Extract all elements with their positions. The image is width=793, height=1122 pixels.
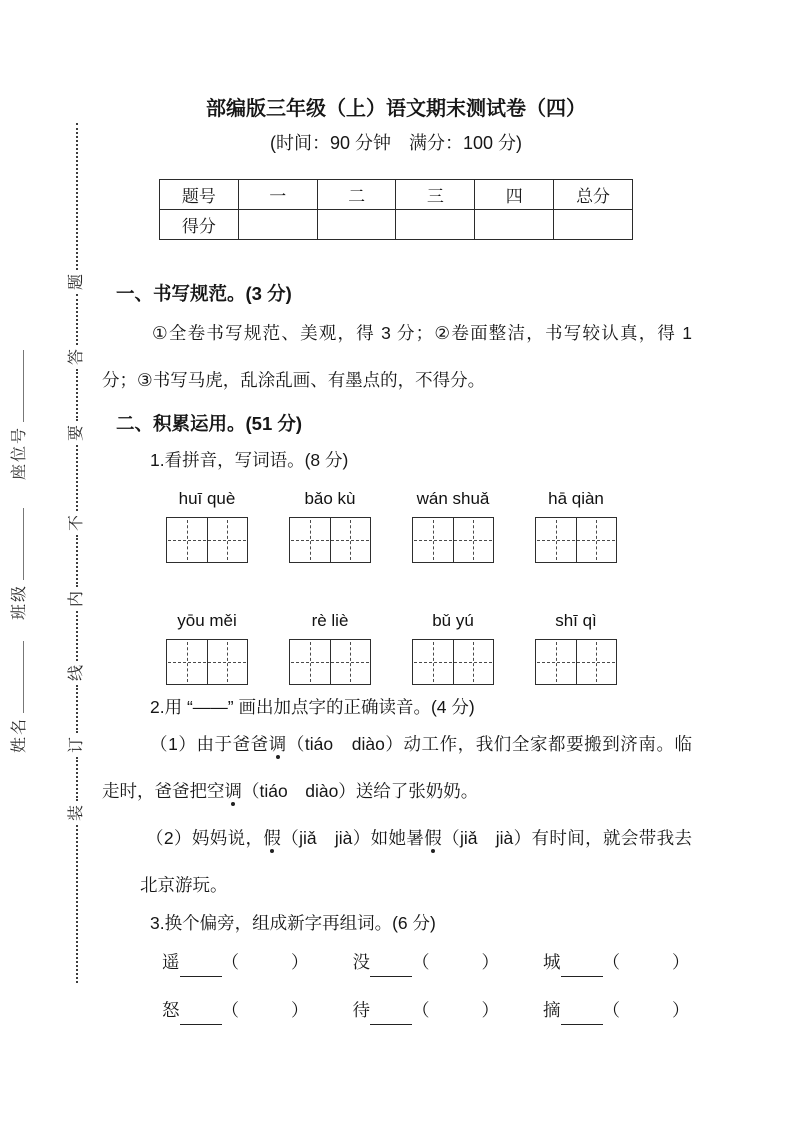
source-char: 摘 — [543, 1000, 561, 1020]
seat-number-text: 座位号 — [11, 425, 28, 480]
grid-cell — [413, 640, 454, 684]
writing-grid — [535, 639, 617, 685]
writing-grid — [166, 639, 248, 685]
question2-item1 — [102, 721, 692, 815]
emphasized-char: 调 — [268, 734, 287, 754]
binding-char: 不 — [68, 515, 86, 532]
paren-close: ） — [481, 1000, 499, 1020]
answer-blank — [561, 1002, 603, 1025]
source-char: 待 — [352, 1000, 370, 1020]
pinyin-group — [289, 486, 371, 563]
emphasized-char: 假 — [424, 828, 443, 848]
score-empty-cell — [238, 210, 317, 240]
exam-content — [100, 96, 692, 1025]
pinyin-word: huī què — [178, 489, 236, 508]
pinyin-word: wán shuǎ — [416, 489, 490, 508]
binding-char: 装 — [68, 804, 86, 821]
answer-blank — [561, 954, 603, 977]
pinyin-group — [535, 608, 617, 685]
binding-dotted-segment — [76, 685, 78, 732]
section1-heading: 一、书写规范。(3 分) — [116, 283, 292, 304]
binding-char: 订 — [68, 736, 86, 753]
answer-blank — [370, 954, 412, 977]
answer-blank — [180, 1002, 222, 1025]
pinyin-word: yōu měi — [177, 611, 237, 630]
text-segment: （jiǎ jià）如她暑 — [281, 828, 425, 848]
pinyin-word: bǎo kù — [304, 489, 356, 508]
paren-open: （ — [221, 1000, 239, 1020]
student-name-text: 姓名 — [11, 716, 28, 753]
grid-cell — [536, 518, 577, 562]
grid-cell — [167, 518, 208, 562]
radical-change-item — [162, 947, 309, 977]
emphasized-char: 调 — [224, 781, 242, 801]
seat-number-blank — [8, 350, 24, 422]
binding-char: 要 — [68, 424, 86, 441]
score-header-cell: 二 — [317, 180, 396, 210]
source-char: 遥 — [162, 952, 180, 972]
grid-cell — [331, 518, 371, 562]
score-empty-cell — [317, 210, 396, 240]
grid-cell — [290, 640, 331, 684]
class-blank — [8, 508, 24, 580]
student-name-label — [8, 641, 30, 753]
grid-cell — [536, 640, 577, 684]
class-label — [8, 508, 30, 620]
writing-grid — [166, 517, 248, 563]
paren-close: ） — [481, 952, 499, 972]
grid-cell — [331, 640, 371, 684]
grid-cell — [454, 640, 494, 684]
score-header-cell: 三 — [396, 180, 475, 210]
pinyin-group — [412, 608, 494, 685]
grid-cell — [167, 640, 208, 684]
binding-dotted-segment — [76, 757, 78, 801]
writing-grid — [412, 639, 494, 685]
student-name-blank — [8, 641, 24, 713]
binding-dotted-segment — [76, 535, 78, 587]
question2-label: 2.用 “——” 画出加点字的正确读音。(4 分) — [150, 697, 475, 717]
score-table-value-row — [160, 210, 633, 240]
pinyin-group — [412, 486, 494, 563]
binding-char: 线 — [68, 665, 86, 682]
radical-change-item — [353, 947, 500, 977]
question3-label: 3.换个偏旁，组成新字再组词。(6 分) — [150, 913, 436, 933]
paren-close: ） — [672, 1000, 690, 1020]
binding-dotted-segment — [76, 445, 78, 512]
pinyin-group — [535, 486, 617, 563]
paren-close: ） — [672, 952, 690, 972]
section1-body: ①全卷书写规范、美观，得 3 分；②卷面整洁，书写较认真，得 1 分；③书写马虎，乱涂乱画、有墨点的，不得分。 — [102, 323, 692, 390]
radical-change-item — [543, 995, 690, 1025]
question2-item2 — [140, 815, 692, 909]
source-char: 城 — [543, 952, 561, 972]
score-header-cell: 题号 — [160, 180, 239, 210]
writing-grid — [412, 517, 494, 563]
pinyin-group — [166, 486, 248, 563]
question3-row-1 — [162, 947, 692, 977]
grid-cell — [577, 640, 617, 684]
score-table — [159, 179, 633, 240]
grid-cell — [577, 518, 617, 562]
score-empty-cell — [475, 210, 554, 240]
paren-open: （ — [221, 952, 239, 972]
binding-dotted-segment — [76, 369, 78, 421]
paren-open: （ — [602, 1000, 620, 1020]
seat-number-label — [8, 350, 30, 480]
score-empty-cell — [396, 210, 475, 240]
binding-char: 答 — [68, 348, 86, 365]
text-segment: （tiáo diào）送给了张奶奶。 — [242, 781, 479, 801]
text-segment: （jiǎ jià）有时间，就会带我去北京游玩。 — [140, 828, 692, 895]
binding-dotted-segment — [76, 611, 78, 662]
grid-cell — [454, 518, 494, 562]
binding-dotted-segment — [76, 294, 78, 345]
class-text: 班级 — [11, 583, 28, 620]
pinyin-word: shī qì — [555, 611, 597, 630]
page-title: 部编版三年级（上）语文期末测试卷（四） — [206, 98, 586, 120]
text-segment: （2）妈妈说， — [146, 828, 264, 848]
paren-open: （ — [412, 1000, 430, 1020]
grid-cell — [290, 518, 331, 562]
question1-label: 1.看拼音，写词语。(8 分) — [150, 450, 349, 470]
score-header-cell: 总分 — [554, 180, 633, 210]
binding-dotted-segment — [76, 825, 78, 983]
paren-open: （ — [602, 952, 620, 972]
paren-open: （ — [412, 952, 430, 972]
score-table-header-row — [160, 180, 633, 210]
writing-grid — [289, 517, 371, 563]
text-segment: （1）由于爸爸 — [150, 734, 269, 754]
score-header-cell: 一 — [238, 180, 317, 210]
writing-grid — [535, 517, 617, 563]
score-row-label: 得分 — [160, 210, 239, 240]
binding-char: 题 — [68, 274, 86, 291]
grid-cell — [208, 518, 248, 562]
binding-line — [69, 123, 85, 983]
source-char: 怒 — [162, 1000, 180, 1020]
pinyin-group — [166, 608, 248, 685]
text-segment: （tiáo diào）动工作，我们全家都要搬到济南。临走时，爸爸把空 — [102, 734, 693, 801]
page-subtitle: (时间：90 分钟 满分：100 分) — [269, 133, 523, 153]
radical-change-item — [162, 995, 309, 1025]
grid-cell — [208, 640, 248, 684]
score-empty-cell — [554, 210, 633, 240]
paren-close: ） — [291, 1000, 309, 1020]
pinyin-word: rè liè — [311, 611, 349, 630]
radical-change-item — [543, 947, 690, 977]
paren-close: ） — [291, 952, 309, 972]
radical-change-item — [353, 995, 500, 1025]
pinyin-row-1 — [166, 486, 692, 563]
source-char: 没 — [352, 952, 370, 972]
pinyin-word: bǔ yú — [432, 611, 474, 630]
writing-grid — [289, 639, 371, 685]
binding-char: 内 — [68, 590, 86, 607]
pinyin-row-2 — [166, 608, 692, 685]
answer-blank — [370, 1002, 412, 1025]
binding-dotted-segment — [76, 123, 78, 270]
emphasized-char: 假 — [263, 828, 282, 848]
grid-cell — [413, 518, 454, 562]
answer-blank — [180, 954, 222, 977]
score-header-cell: 四 — [475, 180, 554, 210]
pinyin-word: hā qiàn — [548, 489, 604, 508]
question3-row-2 — [162, 995, 692, 1025]
pinyin-group — [289, 608, 371, 685]
section2-heading: 二、积累运用。(51 分) — [116, 413, 303, 434]
